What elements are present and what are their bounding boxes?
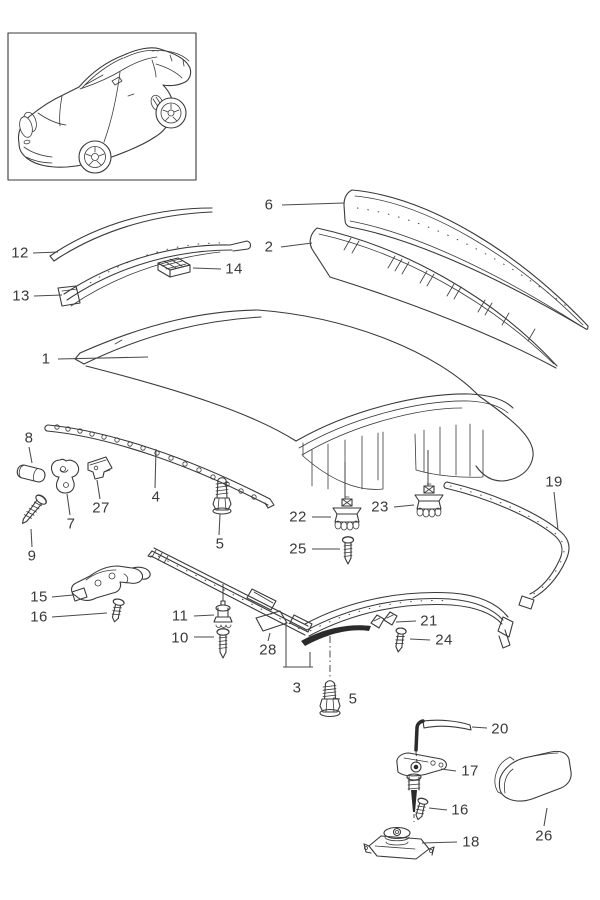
callout-5-lower: 5 [348, 690, 358, 708]
part-26-cover [495, 751, 571, 801]
callout-1: 1 [41, 350, 51, 368]
callout-28: 28 [259, 641, 277, 659]
callout-9: 9 [27, 547, 37, 565]
callout-19: 19 [545, 473, 563, 491]
callout-15: 15 [30, 588, 48, 606]
callout-20: 20 [491, 720, 509, 738]
callout-21: 21 [420, 612, 438, 630]
callout-5-upper: 5 [215, 535, 225, 553]
part-8-pin [16, 464, 46, 483]
part-27-clamp-plate [88, 457, 112, 479]
part-14-pad [158, 258, 190, 277]
part-19-seal [444, 482, 569, 609]
callout-24: 24 [435, 631, 453, 649]
part-24-screw [393, 627, 406, 652]
callout-17: 17 [461, 762, 479, 780]
callout-22: 22 [289, 508, 307, 526]
part-23-clip [415, 484, 443, 517]
part-21-clips [371, 612, 397, 628]
callout-10: 10 [171, 629, 189, 647]
callout-4: 4 [151, 488, 161, 506]
part-9-screw [18, 493, 48, 527]
callout-23: 23 [371, 498, 389, 516]
part-5-bolt-upper [213, 478, 231, 514]
part-1-roof-shell [75, 310, 533, 491]
callout-26: 26 [535, 827, 553, 845]
callout-25: 25 [289, 540, 307, 558]
callout-2: 2 [264, 238, 274, 256]
part-22-clip [333, 497, 361, 530]
callout-12: 12 [11, 244, 29, 262]
callout-16-upper: 16 [30, 608, 48, 626]
car-thumbnail [8, 33, 196, 180]
part-20-rod [416, 720, 471, 763]
part-3-rail-assembly [148, 548, 513, 648]
callout-13: 13 [12, 287, 30, 305]
part-16-screw-upper [109, 598, 125, 623]
callout-3: 3 [292, 679, 302, 697]
callout-8: 8 [24, 429, 34, 447]
callout-18: 18 [462, 833, 480, 851]
part-6-window-seal [344, 190, 588, 329]
part-15-latch-hook [72, 566, 151, 601]
part-2-rear-window [310, 228, 557, 368]
part-28-pad [256, 611, 287, 631]
callout-27: 27 [92, 499, 110, 517]
callout-6: 6 [264, 196, 274, 214]
part-17-latch-bracket [397, 753, 447, 822]
callout-7: 7 [66, 515, 76, 533]
part-25-screw [343, 537, 354, 564]
part-13-frame-strip [58, 241, 251, 306]
callout-11: 11 [171, 607, 189, 625]
part-7-bracket [51, 459, 78, 493]
part-5-bolt-lower [320, 636, 340, 717]
part-10-screw [217, 629, 229, 658]
callout-14: 14 [225, 260, 243, 278]
callout-16-lower: 16 [451, 801, 469, 819]
